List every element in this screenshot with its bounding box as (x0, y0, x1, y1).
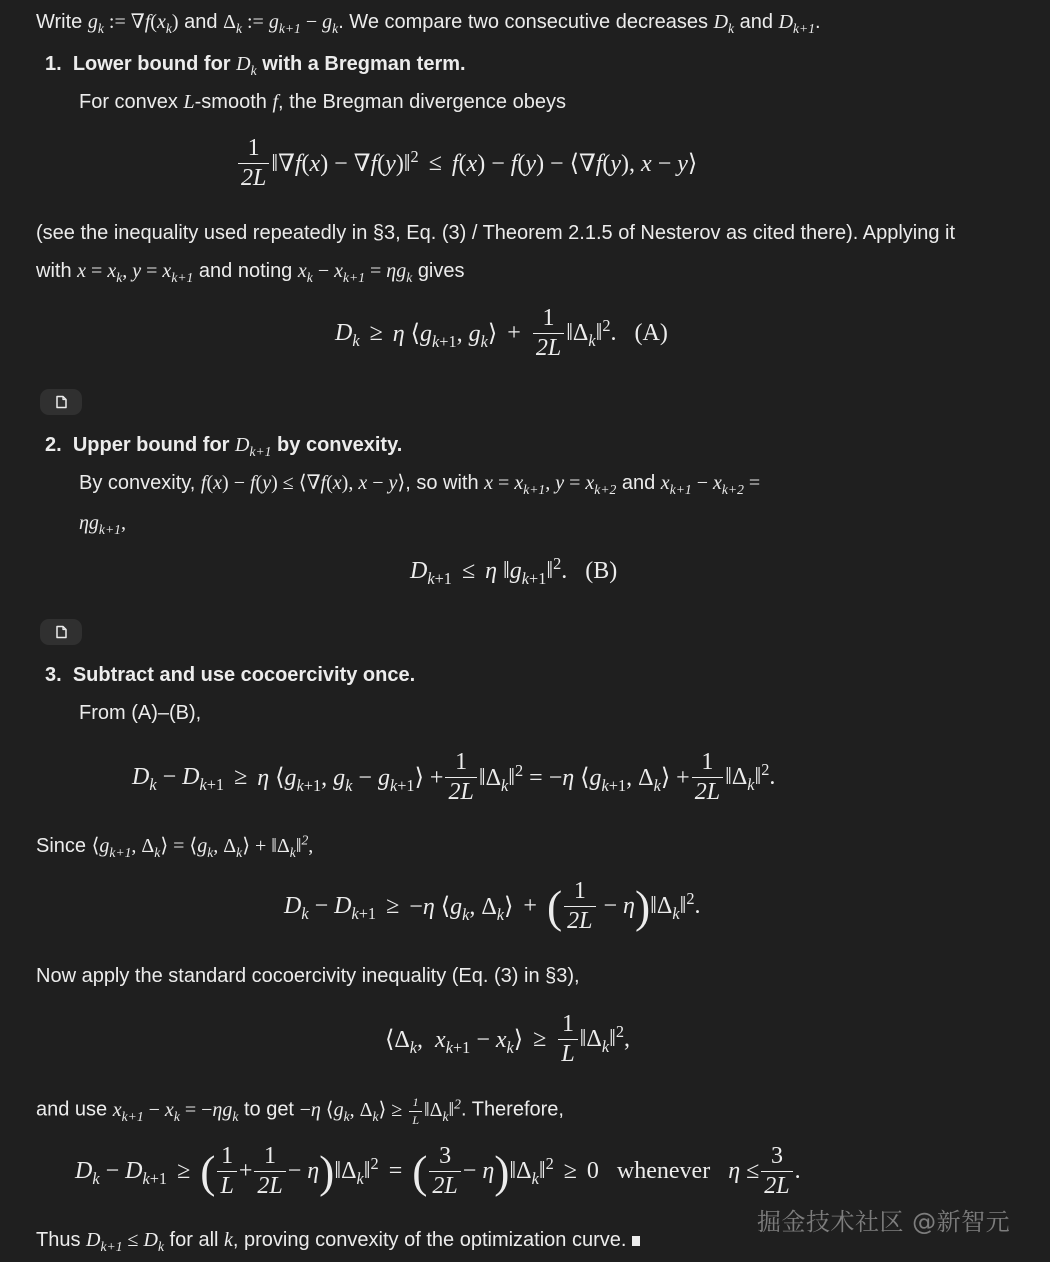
step3-number: 3. (45, 664, 62, 686)
frac-1-2L: $\frac{1}{2L}$ (564, 879, 595, 934)
step1-with: with (36, 260, 72, 282)
step1-body-c: , the Bregman divergence obeys (278, 91, 566, 113)
step3-and-use-text: and use (36, 1098, 108, 1121)
watermark: 掘金技术社区 @新智元 (757, 1208, 1011, 1236)
cocoercivity-equation: $⟨\Delta_k$, $x_{k+1}$ − $x_k⟩$ ≥ $\frac{1}{L}$ $‖\Delta_k‖^2$, (385, 1011, 630, 1068)
rearranged-equation: $D_k - D_{k+1}$ ≥ −η $⟨g_k$, $\Delta_k⟩$ + ( $\frac{1}{2L}$ − η ) $‖\Delta_k‖^2$. (284, 878, 701, 935)
equation-B: $D_{k+1}$ ≤ η $‖g_{k+1}‖^2$. (B) (410, 554, 618, 588)
step3-since (36, 834, 313, 858)
step1-cite-text: (see the inequality used repeatedly in §3, Eq. (3) / Theorem 2.1.5 of Nesterov as cited there). Applying it (36, 222, 956, 244)
math-Dk: $D_k$ (236, 53, 257, 78)
step1-number: 1. (45, 53, 62, 75)
frac-1-2L: $\frac{1}{2L}$ (254, 1144, 285, 1199)
math-eta-gk1: $\eta g_{k+1}$, (79, 512, 126, 537)
equation-A: $D_k$ ≥ η $⟨g_{k+1}$, $g_k⟩$ + $\frac{1}{2L}$ $‖\Delta_k‖^2$. (A) (335, 305, 668, 362)
final-equation: $D_k - D_{k+1}$ ≥ ( $\frac{1}{L}$ + $\frac{1}{2L}$ − η ) $‖\Delta_k‖^2$ = ( $\frac{3}{2L}$ − η ) $‖\Delta_k‖^2$ ≥ 0 whenever η ≤ $\frac{3}{2L}$ . (75, 1143, 801, 1200)
step3-heading-text: Subtract and use cocoercivity once. (72, 664, 416, 686)
math-gk-def: $g_k$ := $\nabla f(x_k)$ (87, 11, 179, 36)
math-f: f (272, 91, 278, 113)
intro-compare: . We compare two consecutive decreases (338, 11, 708, 33)
step2-body-a: By convexity, (79, 472, 196, 494)
frac-1-L: $\frac{1}{L}$ (217, 1144, 236, 1199)
eq-label-A: (A) (634, 320, 668, 347)
step3-whenever: whenever (616, 1158, 711, 1185)
copy-button[interactable] (40, 389, 82, 415)
step1-body (79, 90, 566, 114)
step3-thus: Thus (36, 1229, 81, 1251)
qed-square-icon (632, 1236, 640, 1246)
step2-heading-a: Upper bound for (72, 434, 230, 456)
intro-write: Write (36, 11, 83, 33)
intro-and2: and (739, 11, 773, 33)
math-delta-def: $\Delta_k$ := $g_{k+1} - g_k$ (223, 11, 339, 36)
intro-period: . (815, 11, 821, 33)
step1-body-a: For convex (79, 91, 178, 113)
math-Dk1-le-Dk: $D_{k+1} \le D_k$ (86, 1229, 164, 1254)
bregman-equation: $\frac{1}{2L}$ ‖∇f(x) − ∇f(y)‖$^2$ ≤ f(x) − f(y) − ⟨∇f(y), x − y⟩ (236, 136, 697, 191)
step1-body-b: -smooth (194, 91, 267, 113)
step3-for-all: for all (169, 1229, 219, 1251)
copy-icon (53, 394, 69, 410)
copy-button[interactable] (40, 619, 82, 645)
frac-1-2L: $\frac{1}{2L}$ (238, 136, 269, 191)
math-inner-identity: $⟨g_{k+1}$, $\Delta_k⟩$ = $⟨g_k$, $\Delta_k⟩$ + $‖\Delta_k‖^2$, (91, 832, 314, 860)
math-step-relation2: $x_{k+1} - x_{k+2}$ = (660, 472, 761, 497)
step3-to-get: to get (243, 1098, 294, 1121)
math-L: L (183, 91, 195, 113)
step2-body-c: and (621, 472, 656, 494)
intro-line (36, 10, 821, 34)
step2-body-b: , so with (405, 472, 479, 494)
math-k: k (224, 1229, 233, 1251)
step3-from (79, 701, 201, 725)
math-Dk1: $D_{k+1}$ (235, 434, 272, 459)
step3-now-apply-text: Now apply the standard cocoercivity inequality (Eq. (3) in §3), (36, 965, 580, 987)
step3-from-text: From (A)–(B), (79, 702, 202, 724)
step3-since-text: Since (36, 835, 87, 857)
math-x-y-sub: $x = x_k$, $y = x_{k+1}$ (77, 260, 194, 285)
frac-1-L-inline: $\frac{1}{L}$ (409, 1096, 422, 1126)
step3-now-apply (36, 964, 580, 988)
frac-1-2L: $\frac{1}{2L}$ (445, 750, 476, 805)
step1-and-noting: and noting (198, 260, 293, 282)
step1-citation (36, 221, 955, 245)
step1-heading-b: with a Bregman term. (262, 53, 466, 75)
frac-1-2L: $\frac{1}{2L}$ (533, 306, 564, 361)
subtraction-equation: $D_k - D_{k+1}$ ≥ η $⟨g_{k+1}$, $g_k$ − $g_{k+1}⟩$ + $\frac{1}{2L}$ $‖\Delta_k‖^2 = -\eta$ $⟨g_{k+1}$, $\Delta_k⟩$ + $\frac{1}{2L}$ $‖\Delta_k‖^2$. (132, 749, 776, 806)
math-Dk: $D_k$ (713, 11, 735, 36)
math-x-y-sub2: $x = x_{k+1}$, $y = x_{k+2}$ (484, 472, 617, 497)
step3-therefore: . Therefore, (460, 1098, 564, 1121)
frac-1-2L: $\frac{1}{2L}$ (692, 750, 723, 805)
copy-icon (53, 624, 69, 640)
conclusion-line (36, 1228, 640, 1252)
step2-body (79, 471, 760, 495)
step2-heading (45, 433, 402, 457)
step2-heading-b: by convexity. (277, 434, 403, 456)
step3-proving: , proving convexity of the optimization curve. (232, 1229, 627, 1251)
math-step-relation3: $x_{k+1} - x_k = -\eta g_k$ (112, 1098, 239, 1124)
intro-and: and (184, 11, 218, 33)
step3-and-use (36, 1096, 564, 1126)
step1-gives: gives (417, 260, 465, 282)
math-Dk1: $D_{k+1}$ (778, 11, 816, 36)
step2-number: 2. (45, 434, 62, 456)
frac-1-L: $\frac{1}{L}$ (558, 1012, 577, 1067)
step1-heading-a: Lower bound for (72, 53, 231, 75)
step1-heading (45, 52, 466, 76)
frac-3-2L: $\frac{3}{2L}$ (429, 1144, 460, 1199)
math-inner-bound: −η $⟨g_k$, $\Delta_k⟩$ ≥ $\frac{1}{L}$ $‖\Delta_k‖^2$ (299, 1095, 461, 1127)
step3-heading (45, 663, 415, 687)
step1-apply (36, 259, 465, 283)
math-convexity: f(x) − f(y) ≤ ⟨∇f(x), x − y⟩ (200, 472, 406, 494)
math-step-relation: $x_k - x_{k+1} = \eta g_k$ (297, 260, 413, 285)
frac-3-2L: $\frac{3}{2L}$ (761, 1144, 792, 1199)
eq-label-B: (B) (585, 558, 618, 584)
step2-body-cont (79, 511, 126, 535)
